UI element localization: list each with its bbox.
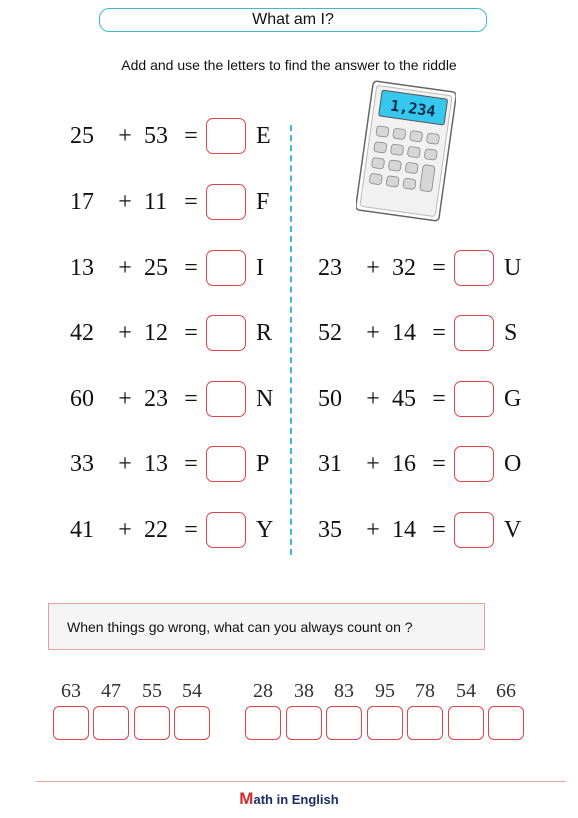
code-number: 54 [456,680,476,702]
letter-box[interactable] [174,706,210,740]
answer-letter: R [256,319,273,346]
plus-sign: + [118,516,132,543]
equals-sign: = [184,188,198,215]
instruction-text: Add and use the letters to find the answer to the riddle [121,57,457,73]
answer-letter: F [256,188,270,215]
code-number: 83 [334,680,354,702]
addend-1: 35 [318,516,342,543]
answer-box[interactable] [206,118,246,154]
answer-box[interactable] [454,250,494,286]
answer-box[interactable] [454,512,494,548]
equals-sign: = [432,385,446,412]
addend-2: 45 [392,385,416,412]
letter-box[interactable] [245,706,281,740]
answer-letter: G [504,385,522,412]
addend-2: 25 [144,254,168,281]
answer-letter: N [256,385,274,412]
plus-sign: + [118,122,132,149]
problem-row [70,510,282,550]
answer-letter: V [504,516,522,543]
answer-box[interactable] [206,512,246,548]
brand-initial: M [239,789,254,808]
plus-sign: + [118,188,132,215]
plus-sign: + [118,385,132,412]
answer-letter: Y [256,516,274,543]
riddle-box [48,603,485,650]
addend-1: 13 [70,254,94,281]
equals-sign: = [184,385,198,412]
riddle-text: When things go wrong, what can you always count on ? [67,618,413,635]
answer-box[interactable] [206,315,246,351]
answer-letter: S [504,319,518,346]
problem-row [70,182,282,222]
addend-1: 25 [70,122,94,149]
addend-2: 12 [144,319,168,346]
answer-letter: E [256,122,271,149]
answer-box[interactable] [454,315,494,351]
equals-sign: = [184,122,198,149]
letter-box[interactable] [448,706,484,740]
equals-sign: = [432,319,446,346]
answer-letter: U [504,254,522,281]
plus-sign: + [366,385,380,412]
equals-sign: = [184,254,198,281]
code-number: 28 [253,680,273,702]
equals-sign: = [432,450,446,477]
answer-box[interactable] [206,250,246,286]
problem-row [318,313,530,353]
addend-1: 60 [70,385,94,412]
code-number: 66 [496,680,516,702]
problem-row [70,248,282,288]
problem-row [70,313,282,353]
addend-1: 52 [318,319,342,346]
code-number: 55 [142,680,162,702]
calculator-display: 1,234 [389,96,437,121]
problem-row [70,116,282,156]
addend-2: 16 [392,450,416,477]
brand-text: ath in English [253,792,339,807]
answer-letter: P [256,450,270,477]
answer-box[interactable] [454,381,494,417]
code-number: 63 [61,680,81,702]
addend-2: 13 [144,450,168,477]
addend-1: 17 [70,188,94,215]
code-number: 95 [375,680,395,702]
equals-sign: = [184,516,198,543]
letter-box[interactable] [286,706,322,740]
letter-box[interactable] [93,706,129,740]
addend-2: 32 [392,254,416,281]
letter-box[interactable] [134,706,170,740]
problem-row [318,444,530,484]
answer-letter: I [256,254,264,281]
problem-row [318,248,530,288]
column-divider [290,125,292,555]
addend-2: 14 [392,319,416,346]
plus-sign: + [366,516,380,543]
addend-2: 53 [144,122,168,149]
addend-1: 23 [318,254,342,281]
problem-row [318,379,530,419]
equals-sign: = [184,319,198,346]
plus-sign: + [118,319,132,346]
equals-sign: = [184,450,198,477]
answer-box[interactable] [206,446,246,482]
plus-sign: + [366,319,380,346]
addend-1: 50 [318,385,342,412]
letter-box[interactable] [407,706,443,740]
addend-1: 41 [70,516,94,543]
code-number: 54 [182,680,202,702]
code-number: 78 [415,680,435,702]
code-number: 47 [101,680,121,702]
problem-row [318,510,530,550]
answer-box[interactable] [454,446,494,482]
plus-sign: + [366,254,380,281]
plus-sign: + [118,254,132,281]
answer-box[interactable] [206,381,246,417]
plus-sign: + [366,450,380,477]
brand-logo [0,789,578,809]
addend-1: 42 [70,319,94,346]
addend-1: 31 [318,450,342,477]
letter-box[interactable] [53,706,89,740]
letter-box[interactable] [367,706,403,740]
code-number: 38 [294,680,314,702]
answer-box[interactable] [206,184,246,220]
addend-2: 11 [144,188,168,215]
title-box [99,8,487,32]
problem-row [70,379,282,419]
calculator-icon [356,80,456,222]
equals-sign: = [432,516,446,543]
plus-sign: + [118,450,132,477]
equals-sign: = [432,254,446,281]
answer-letter: O [504,450,522,477]
footer-divider [36,781,566,782]
letter-box[interactable] [488,706,524,740]
addend-2: 14 [392,516,416,543]
problem-row [70,444,282,484]
addend-2: 23 [144,385,168,412]
addend-1: 33 [70,450,94,477]
page-title: What am I? [252,11,334,28]
letter-box[interactable] [326,706,362,740]
addend-2: 22 [144,516,168,543]
